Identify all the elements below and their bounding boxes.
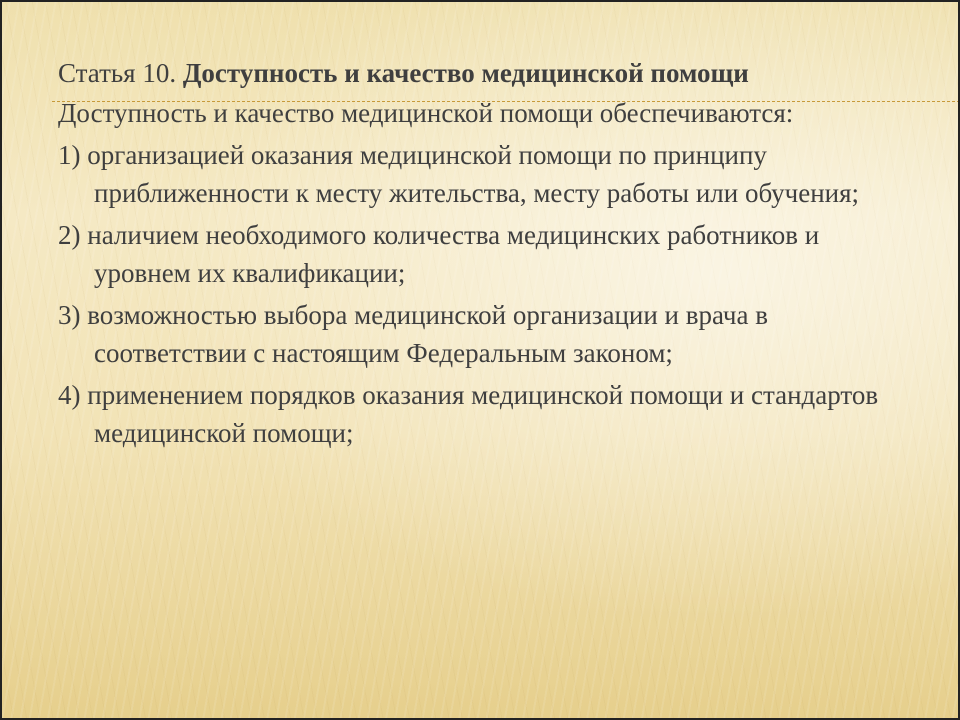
slide-title (58, 54, 918, 92)
intro-paragraph: Доступность и качество медицинской помощи обеспечиваются: (58, 98, 794, 128)
title-prefix: Статья 10. (58, 58, 183, 88)
title-bold-text: Доступность и качество медицинской помощи (182, 58, 749, 88)
list-item-2: 2) наличием необходимого количества медицинских работников и уровнем их квалификации; (58, 220, 820, 288)
list-item-1: 1) организацией оказания медицинской помощи по принципу приближенности к месту жительства, месту работы или обучения; (58, 140, 860, 208)
slide-content (58, 54, 918, 456)
list-item-3: 3) возможностью выбора медицинской организации и врача в соответствии с настоящим Федеральным законом; (58, 300, 768, 368)
list-item-4: 4) применением порядков оказания медицинской помощи и стандартов медицинской помощи; (58, 380, 879, 448)
